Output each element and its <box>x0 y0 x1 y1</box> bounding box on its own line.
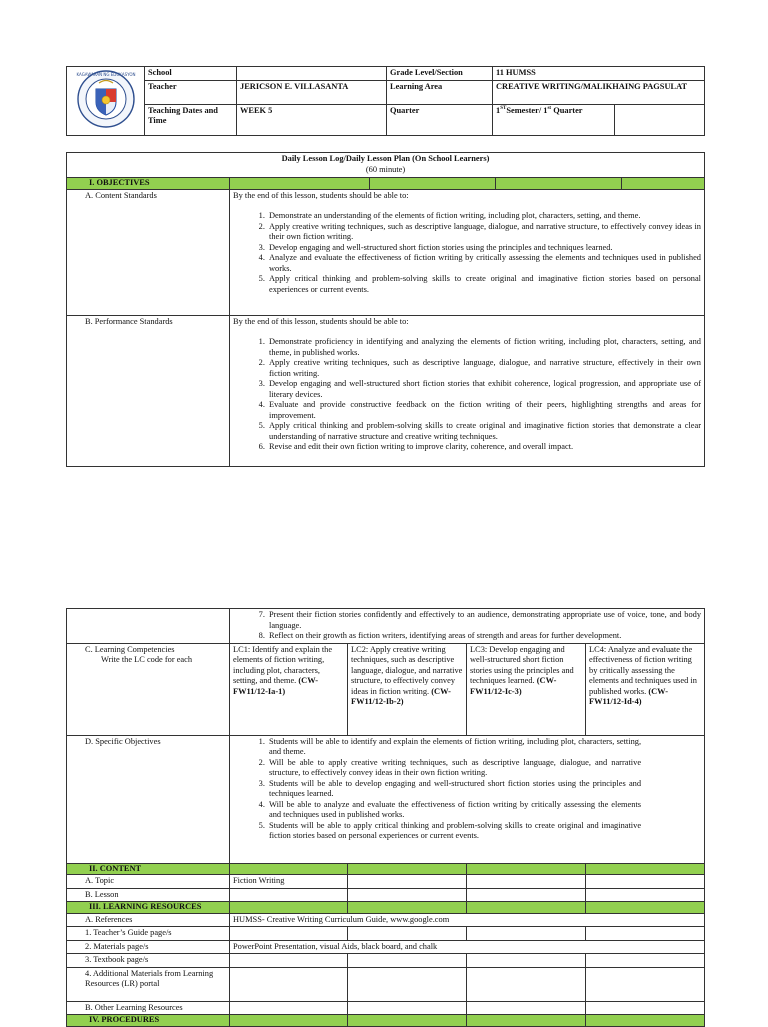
lc-1: LC1: Identify and explain the elements of fiction writing, including plot, characters, setting, and theme. (CW-FW11/12-Ia-1) <box>230 643 348 735</box>
objectives-heading-row <box>67 178 705 190</box>
list-item: 1. Demonstrate proficiency in identifying and analyzing the elements of fiction writing, including plot, characters, setting, and theme, in published works. <box>267 337 701 358</box>
list-item: 6. Revise and edit their own fiction writing to improve clarity, coherence, and overall impact. <box>267 442 701 453</box>
objectives-heading: I. OBJECTIVES <box>67 178 230 190</box>
lc-4: LC4: Analyze and evaluate the effectiveness of fiction writing by critically assessing the elements and techniques used in published works. (CW-FW11/12-Id-4) <box>586 643 705 735</box>
list-item: 3. Students will be able to develop engaging and well-structured short fiction stories using the principles and techniques learned. <box>267 779 641 800</box>
area-label: Learning Area <box>387 81 493 104</box>
quarter-label: Quarter <box>387 104 493 135</box>
dates-value: WEEK 5 <box>237 104 387 135</box>
deped-seal <box>67 67 145 136</box>
specific-objectives-list <box>233 737 701 842</box>
list-item: 5. Students will be able to apply critical thinking and problem-solving skills to create original and imaginative fiction stories based on personal experiences or current events. <box>267 821 641 842</box>
performance-standards-intro: By the end of this lesson, students should be able to: <box>233 316 409 326</box>
area-value: CREATIVE WRITING/MALIKHAING PAGSULAT <box>493 81 705 104</box>
lr-heading-row <box>67 902 705 914</box>
list-item: 3. Develop engaging and well-structured short fiction stories using the principles and techniques learned. <box>267 243 701 254</box>
school-value <box>237 67 387 81</box>
list-item: 8. Reflect on their growth as fiction writers, identifying areas of strength and areas for further development. <box>267 631 701 642</box>
teachers-guide-label: 1. Teacher’s Guide page/s <box>67 927 230 941</box>
list-item: 1. Students will be able to identify and explain the elements of fiction writing, including plot, characters, setting, and theme. <box>267 737 641 758</box>
lesson-title: Daily Lesson Log/Daily Lesson Plan (On School Learners) <box>281 154 490 163</box>
list-item: 4. Evaluate and provide constructive feedback on the fiction writing of their peers, highlighting strengths and areas for improvement. <box>267 400 701 421</box>
quarter-value: 1STSemester/ 1st Quarter <box>493 104 615 135</box>
lc-sublabel: Write the LC code for each <box>101 655 193 664</box>
lc-label: C. Learning Competencies <box>85 644 175 654</box>
lc-1-code: (CW-FW11/12-Ia-1) <box>233 676 319 696</box>
continued-standards-cell <box>230 609 705 644</box>
list-item: 1. Demonstrate an understanding of the elements of fiction writing, including plot, characters, setting, and theme. <box>267 211 701 222</box>
content-standards-label: A. Content Standards <box>67 189 230 315</box>
deped-seal-icon <box>74 69 138 129</box>
materials-value: PowerPoint Presentation, visual Aids, black board, and chalk <box>230 940 705 954</box>
topic-label: A. Topic <box>67 875 230 889</box>
list-item: 4. Will be able to analyze and evaluate the effectiveness of fiction writing by critically assessing the elements and techniques used in published works. <box>267 800 641 821</box>
content-standards-intro: By the end of this lesson, students should be able to: <box>233 190 409 200</box>
content-standards-cell <box>230 189 705 315</box>
content-heading: II. CONTENT <box>67 863 230 875</box>
objectives-table <box>66 152 705 467</box>
grade-value: 11 HUMSS <box>493 67 705 81</box>
lesson-title-cell <box>67 153 705 178</box>
lr-heading: III. LEARNING RESOURCES <box>67 902 230 914</box>
content-heading-row <box>67 863 705 875</box>
list-item: 5. Apply critical thinking and problem-solving skills to create original and imaginative fiction stories that demonstrate a clear understanding of narrative structure and creative writing techniques. <box>267 421 701 442</box>
additional-materials-label: 4. Additional Materials from Learning Resources (LR) portal <box>67 967 230 1001</box>
header-table <box>66 66 705 136</box>
teacher-value: JERICSON E. VILLASANTA <box>237 81 387 104</box>
lesson-duration: (60 minute) <box>365 164 406 174</box>
references-value: HUMSS- Creative Writing Curriculum Guide, www.google.com <box>230 913 705 927</box>
performance-standards-label: B. Performance Standards <box>67 315 230 466</box>
seal-lettering: KAGAWARAN NG EDUKASYON <box>75 72 136 77</box>
lc-2-code: (CW-FW11/12-Ib-2) <box>351 686 451 706</box>
lc-4-code: (CW-FW11/12-Id-4) <box>589 686 669 706</box>
lc-3-code: (CW-FW11/12-Ic-3) <box>470 676 557 696</box>
textbook-label: 3. Textbook page/s <box>67 954 230 968</box>
specific-objectives-cell <box>230 735 705 863</box>
performance-standards-list <box>233 337 701 453</box>
lc-3: LC3: Develop engaging and well-structured short fiction stories using the principles and techniques learned. (CW-FW11/12-Ic-3) <box>467 643 586 735</box>
lc-2: LC2: Apply creative writing techniques, such as descriptive language, dialogue, and narrative structure, to effectively convey ideas in fiction writing. (CW-FW11/12-Ib-2) <box>348 643 467 735</box>
list-item: 4. Analyze and evaluate the effectiveness of fiction writing by critically assessing the elements and techniques used in published works. <box>267 253 701 274</box>
materials-label: 2. Materials page/s <box>67 940 230 954</box>
lesson-label: B. Lesson <box>67 888 230 902</box>
dates-label: Teaching Dates and Time <box>145 104 237 135</box>
content-standards-list <box>233 211 701 295</box>
performance-standards-cell <box>230 315 705 466</box>
list-item: 2. Apply creative writing techniques, such as descriptive language, dialogue, and narrative structure, effectively in their own fiction writing. <box>267 358 701 379</box>
list-item: 7. Present their fiction stories confidently and effectively to an audience, demonstrating appropriate use of voice, tone, and body language. <box>267 610 701 631</box>
topic-value: Fiction Writing <box>230 875 348 889</box>
school-label: School <box>145 67 237 81</box>
specific-objectives-label: D. Specific Objectives <box>67 735 230 863</box>
procedures-heading: IV. PROCEDURES <box>67 1015 230 1027</box>
references-label: A. References <box>67 913 230 927</box>
list-item: 5. Apply critical thinking and problem-solving skills to create original and imaginative fiction stories based on personal experiences or current events. <box>267 274 701 295</box>
other-resources-label: B. Other Learning Resources <box>67 1001 230 1015</box>
list-item: 2. Apply creative writing techniques, such as descriptive language, dialogue, and narrative structure, to effectively convey ideas in their own fiction writing. <box>267 222 701 243</box>
procedures-heading-row <box>67 1015 705 1027</box>
lc-label-cell <box>67 643 230 735</box>
list-item: 3. Develop engaging and well-structured short fiction stories that exhibit coherence, logical progression, and appropriate use of literary devices. <box>267 379 701 400</box>
continued-standards-list <box>233 610 701 642</box>
teacher-label: Teacher <box>145 81 237 104</box>
list-item: 2. Will be able to apply creative writing techniques, such as descriptive language, dialogue, and narrative structure, to effectively convey ideas in their own fiction writing. <box>267 758 641 779</box>
grade-label: Grade Level/Section <box>387 67 493 81</box>
page2-table <box>66 608 705 1027</box>
